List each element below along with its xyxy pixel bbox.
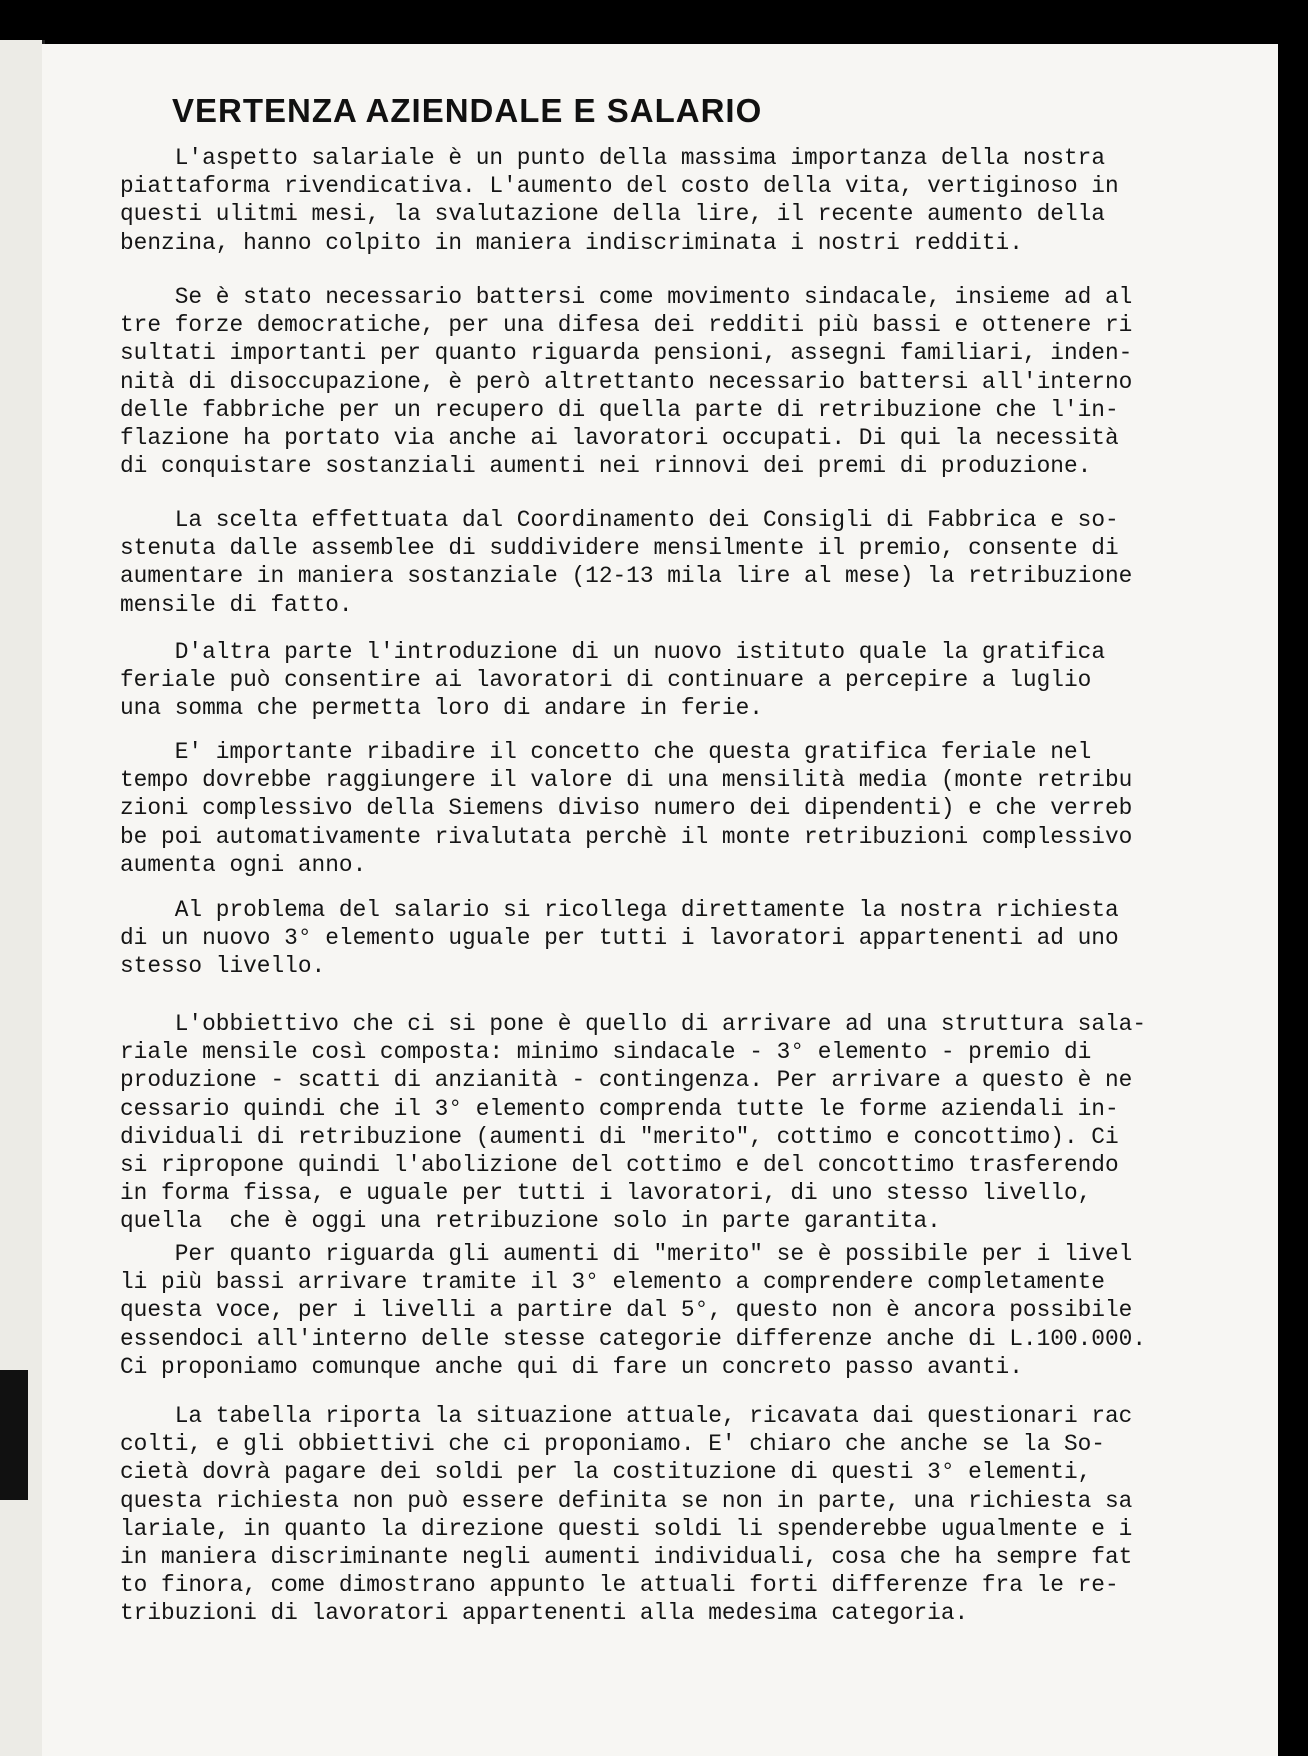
- paragraph-9: La tabella riporta la situazione attuale, ricavata dai questionari rac colti, e gli obbiettivi che ci proponiamo. E' chiaro che anche se la So- cietà dovrà pagare dei soldi per la costituzione di questi 3° elementi, questa richiesta non può essere definita se non in parte, una richiesta sa lariale, in quanto la direzione questi soldi li spenderebbe ugualmente e i in maniera discriminante negli aumenti individuali, cosa che ha sempre fat to finora, come dimostrano appunto le attuali forti differenze fra le re- tribuzioni di lavoratori appartenenti alla medesima categoria.: [120, 1403, 1133, 1627]
- paragraph-2: Se è stato necessario battersi come movimento sindacale, insieme ad al tre forze democratiche, per una difesa dei redditi più bassi e ottenere ri sultati importanti per quanto riguarda pensioni, assegni familiari, inden- nità di disoccupazione, è però altrettanto necessario battersi all'interno delle fabbriche per un recupero di quella parte di retribuzione che l'in- flazione ha portato via anche ai lavoratori occupati. Di qui la necessità di conquistare sostanziali aumenti nei rinnovi dei premi di produzione.: [120, 284, 1133, 480]
- paragraph-7: L'obbiettivo che ci si pone è quello di arrivare ad una struttura sala- riale mensile così composta: minimo sindacale - 3° elemento - premio di produzione - scatti di anzianità - contingenza. Per arrivare a questo è ne cessario quindi che il 3° elemento comprenda tutte le forme aziendali in- dividuali di retribuzione (aumenti di "merito", cottimo e concottimo). Ci si ripropone quindi l'abolizione del cottimo e del concottimo trasferendo in forma fissa, e uguale per tutti i lavoratori, di uno stesso livello, quella che è oggi una retribuzione solo in parte garantita.: [120, 1011, 1147, 1235]
- paragraph-8: Per quanto riguarda gli aumenti di "merito" se è possibile per i livel li più bassi arrivare tramite il 3° elemento a comprendere completamente questa voce, per i livelli a partire dal 5°, questo non è ancora possibile essendoci all'interno delle stesse categorie differenze anche di L.100.000. Ci proponiamo comunque anche qui di fare un concreto passo avanti.: [120, 1241, 1147, 1380]
- paragraph-3: La scelta effettuata dal Coordinamento dei Consigli di Fabbrica e so- stenuta dalle assemblee di suddividere mensilmente il premio, consente di aumentare in maniera sostanziale (12-13 mila lire al mese) la retribuzione mensile di fatto.: [120, 507, 1133, 618]
- paragraph-1: L'aspetto salariale è un punto della massima importanza della nostra piattaforma rivendicativa. L'aumento del costo della vita, vertiginoso in questi ulitmi mesi, la svalutazione della lire, il recente aumento della benzina, hanno colpito in maniera indiscriminata i nostri redditi.: [120, 145, 1119, 256]
- paragraph-4: D'altra parte l'introduzione di un nuovo istituto quale la gratifica feriale può consentire ai lavoratori di continuare a percepire a luglio una somma che permetta loro di andare in ferie.: [120, 639, 1105, 722]
- paragraph-6: Al problema del salario si ricollega direttamente la nostra richiesta di un nuovo 3° elemento uguale per tutti i lavoratori appartenenti ad uno stesso livello.: [120, 897, 1119, 980]
- scan-right-border: [1278, 44, 1308, 1756]
- paragraph-5: E' importante ribadire il concetto che questa gratifica feriale nel tempo dovrebbe raggiungere il valore di una mensilità media (monte retribu zioni complessivo della Siemens diviso numero dei dipendenti) e che verreb be poi automativamente rivalutata perchè il monte retribuzioni complessivo aumenta ogni anno.: [120, 739, 1133, 878]
- binding-shadow-mark: [0, 1370, 28, 1500]
- document-title: VERTENZA AZIENDALE E SALARIO: [172, 92, 763, 129]
